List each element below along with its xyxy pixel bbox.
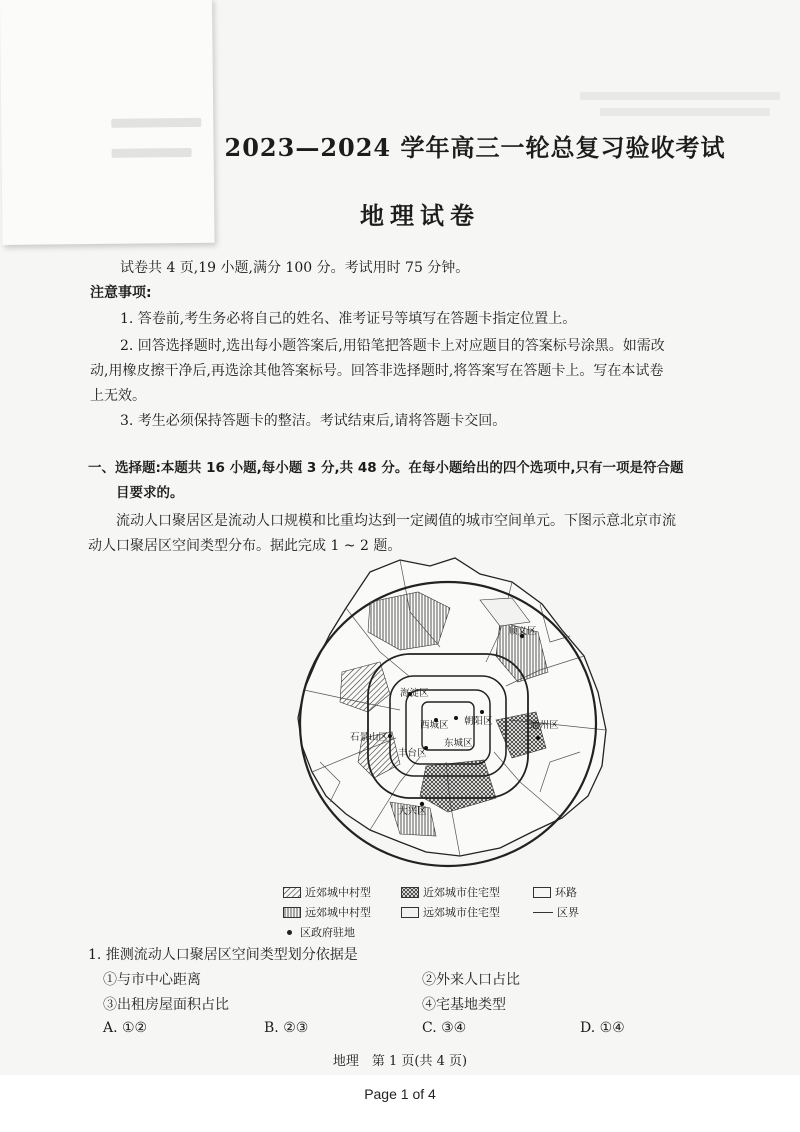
legend-label: 区界 (557, 906, 579, 919)
swatch-diagonal-hatch (283, 887, 301, 898)
beijing-map (250, 552, 630, 884)
question-1-item-4: ④宅基地类型 (422, 997, 506, 1013)
note-2-cont: 动,用橡皮擦干净后,再选涂其他答案标号。回答非选择题时,将答案写在答题卡上。写在本试卷 (90, 363, 664, 379)
swatch-cross-hatch (401, 887, 419, 898)
legend-label: 近郊城中村型 (305, 886, 371, 899)
section-heading: 一、选择题:本题共 16 小题,每小题 3 分,共 48 分。在每小题给出的四个选项中,只有一项是符合题 (88, 460, 684, 476)
question-1-item-2: ②外来人口占比 (422, 972, 520, 988)
label-xicheng: 西城区 (420, 720, 449, 731)
gov-seat-dot (480, 710, 484, 714)
legend-gov-seat (283, 924, 355, 940)
viewer-footer-area (0, 1075, 800, 1132)
gov-seat-dot (454, 716, 458, 720)
subject-title: 地理试卷 (360, 201, 480, 230)
label-chaoyang: 朝阳区 (464, 716, 493, 727)
gov-seat-dot (536, 736, 540, 740)
label-shunyi: 顺义区 (508, 626, 537, 637)
swatch-line (533, 912, 553, 913)
legend-boundary (533, 904, 579, 920)
note-2-end: 上无效。 (90, 388, 146, 404)
legend-label: 环路 (555, 886, 577, 899)
note-2: 2. 回答选择题时,选出每小题答案后,用铅笔把答题卡上对应题目的答案标号涂黑。如需改 (120, 338, 665, 354)
swatch-vertical-hatch (283, 907, 301, 918)
option-b: B. ②③ (264, 1020, 309, 1036)
legend-label: 远郊城中村型 (305, 906, 371, 919)
label-tongzhou: 通州区 (530, 720, 559, 731)
option-c: C. ③④ (422, 1020, 467, 1036)
question-1-item-3: ③出租房屋面积占比 (103, 997, 229, 1013)
legend-near-village (283, 884, 371, 900)
note-1: 1. 答卷前,考生务必将自己的姓名、准考证号等填写在答题卡指定位置上。 (120, 311, 577, 327)
option-d: D. ①④ (580, 1020, 625, 1036)
legend-near-residential (401, 884, 500, 900)
legend-far-residential (401, 904, 500, 920)
swatch-plain (401, 907, 419, 918)
gov-seat-dot (388, 734, 392, 738)
exam-title: 2023—2024 学年高三一轮总复习验收考试 (224, 133, 726, 162)
notes-heading: 注意事项: (90, 285, 152, 301)
legend-ring-road (533, 884, 577, 900)
legend-label: 区政府驻地 (300, 926, 355, 939)
exam-info: 试卷共 4 页,19 小题,满分 100 分。考试用时 75 分钟。 (120, 260, 470, 276)
label-daxing: 大兴区 (398, 806, 427, 817)
legend-label: 近郊城市住宅型 (423, 886, 500, 899)
legend-far-village (283, 904, 371, 920)
label-shijingshan: 石景山区 (350, 732, 389, 743)
passage-intro-cont: 动人口聚居区空间类型分布。据此完成 1 ~ 2 题。 (88, 538, 402, 554)
legend-label: 远郊城市住宅型 (423, 906, 500, 919)
label-haidian: 海淀区 (400, 688, 429, 699)
label-dongcheng: 东城区 (444, 738, 473, 749)
sheet-page-number: 地理 第 1 页(共 4 页) (332, 1054, 468, 1069)
question-1-stem: 1. 推测流动人口聚居区空间类型划分依据是 (88, 947, 358, 963)
swatch-ring (533, 887, 551, 898)
folded-page-corner (0, 0, 215, 245)
section-heading-cont: 目要求的。 (116, 485, 184, 501)
page-indicator: Page 1 of 4 (364, 1086, 436, 1102)
show-through-text (600, 108, 770, 116)
show-through-text (580, 92, 780, 100)
map-legend (283, 880, 653, 952)
passage-intro: 流动人口聚居区是流动人口规模和比重均达到一定阈值的城市空间单元。下图示意北京市流 (116, 513, 676, 529)
swatch-dot (287, 930, 292, 935)
note-3: 3. 考生必须保持答题卡的整洁。考试结束后,请将答题卡交回。 (120, 413, 507, 429)
option-a: A. ①② (103, 1020, 148, 1036)
label-fengtai: 丰台区 (398, 748, 427, 759)
question-1-item-1: ①与市中心距离 (103, 972, 201, 988)
